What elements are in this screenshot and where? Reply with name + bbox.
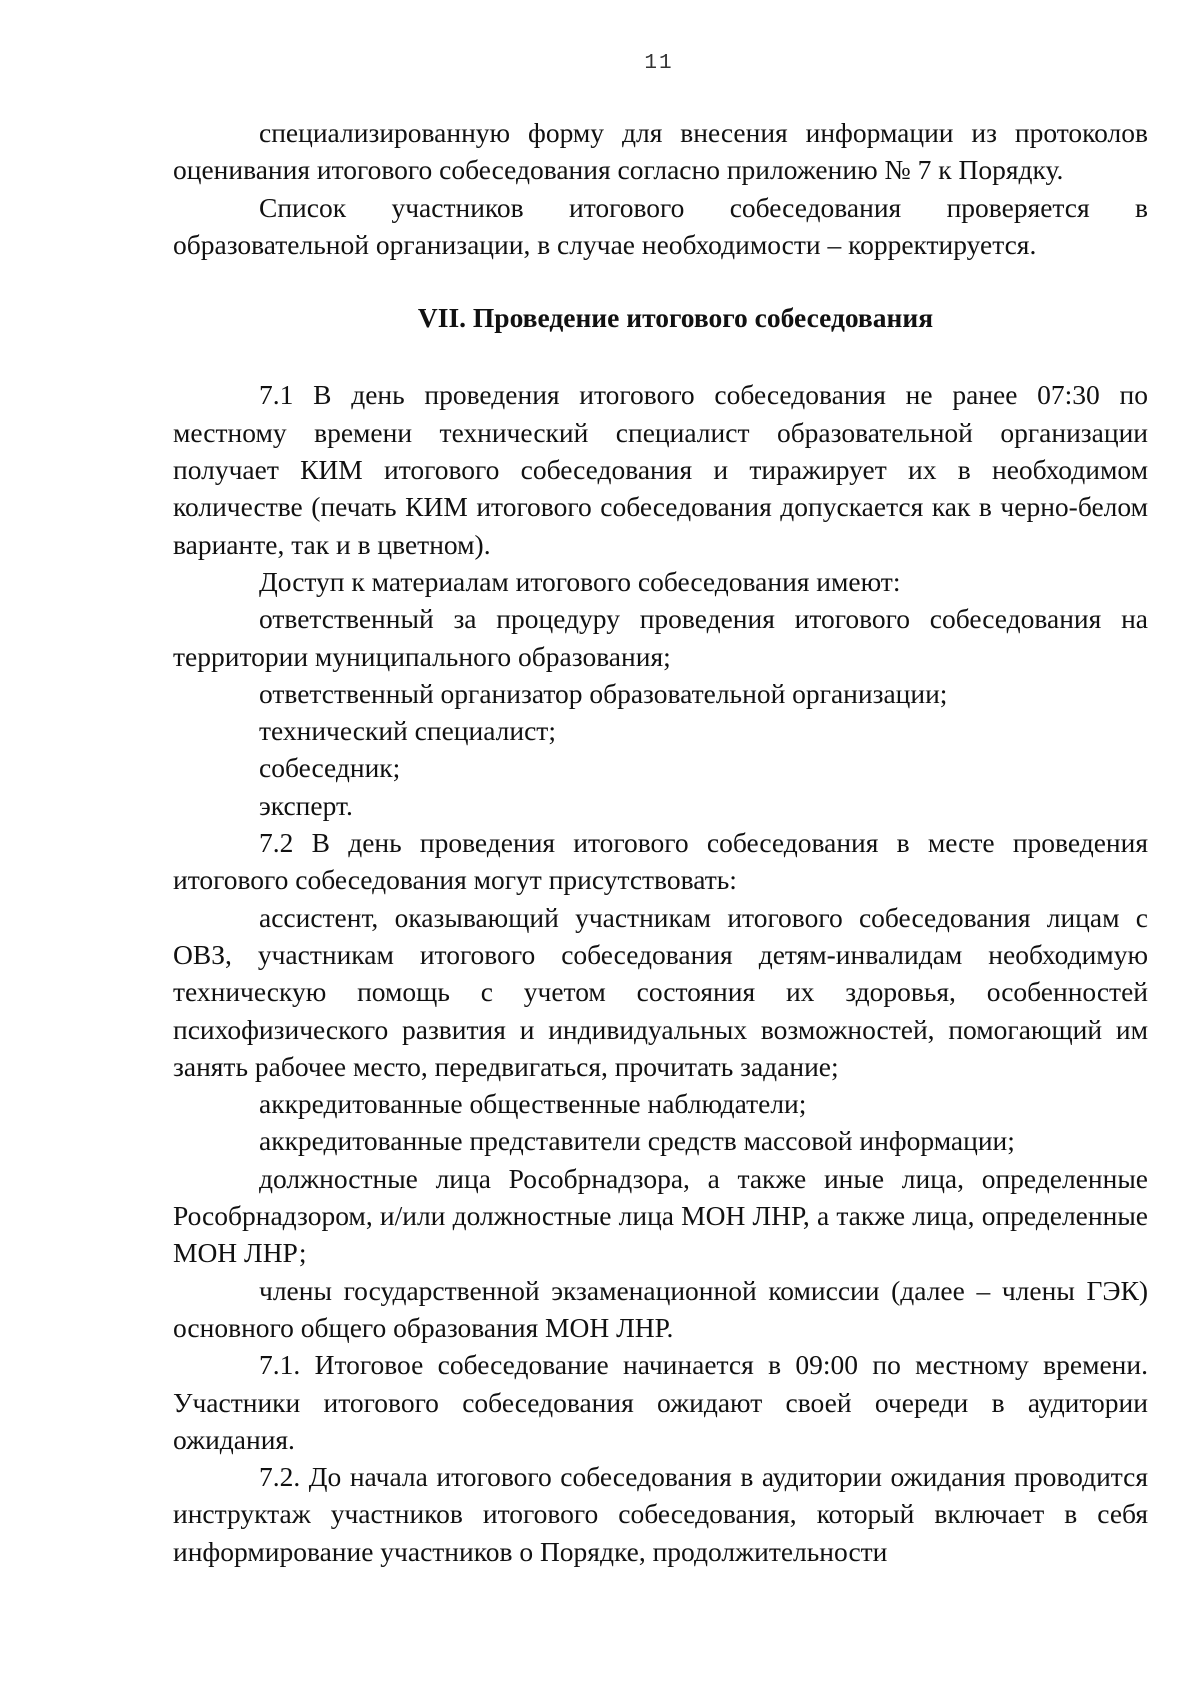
paragraph: 7.1. Итоговое собеседование начинается в 09:00 по местному времени. Участники итогового собеседования ожидают своей очереди в аудитории ожидания.: [173, 1349, 1148, 1455]
spacer: [173, 263, 1148, 299]
list-item: аккредитованные представители средств массовой информации;: [259, 1125, 1015, 1157]
list-item: ответственный за процедуру проведения итогового собеседования на территории муниципального образования;: [173, 603, 1148, 672]
list-item: технический специалист;: [259, 715, 556, 747]
list-item: члены государственной экзаменационной комиссии (далее – члены ГЭК) основного общего образования МОН ЛНР.: [173, 1274, 1148, 1343]
list-item: эксперт.: [259, 789, 353, 821]
spacer: [173, 336, 1148, 376]
paragraph: 7.1 В день проведения итогового собеседования не ранее 07:30 по местному времени технический специалист образовательной организации получает КИМ итогового собеседования и тиражирует их в необходимом количестве (печать КИМ итогового собеседования допускается как в черно-белом варианте, так и в цветном).: [173, 379, 1148, 560]
list-item: собеседник;: [259, 752, 401, 784]
section-heading: VII. Проведение итогового собеседования: [417, 302, 934, 334]
list-item: аккредитованные общественные наблюдатели;: [259, 1088, 807, 1120]
document-body: [173, 114, 1148, 1570]
list-item: ассистент, оказывающий участникам итогового собеседования лицам с ОВЗ, участникам итогового собеседования детям-инвалидам необходимую техническую помощь с учетом состояния их здоровья, особенностей психофизического развития и индивидуальных возможностей, помогающий им занять рабочее место, передвигаться, прочитать задание;: [173, 901, 1148, 1082]
list-item: ответственный организатор образовательной организации;: [259, 677, 948, 709]
paragraph: Доступ к материалам итогового собеседования имеют:: [259, 565, 901, 597]
paragraph: 7.2. До начала итогового собеседования в аудитории ожидания проводится инструктаж участников итогового собеседования, который включает в себя информирование участников о Порядке, продолжительности: [173, 1461, 1148, 1567]
list-item: должностные лица Рособрнадзора, а также иные лица, определенные Рособрнадзором, и/или должностные лица МОН ЛНР, а также лица, определенные МОН ЛНР;: [173, 1162, 1148, 1269]
paragraph: специализированную форму для внесения информации из протоколов оценивания итогового собеседования согласно приложению № 7 к Порядку.: [173, 117, 1148, 186]
paragraph: Список участников итогового собеседования проверяется в образовательной организации, в случае необходимости – корректируется.: [173, 191, 1148, 260]
page-number: 11: [644, 52, 674, 75]
paragraph: 7.2 В день проведения итогового собеседования в месте проведения итогового собеседования могут присутствовать:: [173, 827, 1148, 896]
